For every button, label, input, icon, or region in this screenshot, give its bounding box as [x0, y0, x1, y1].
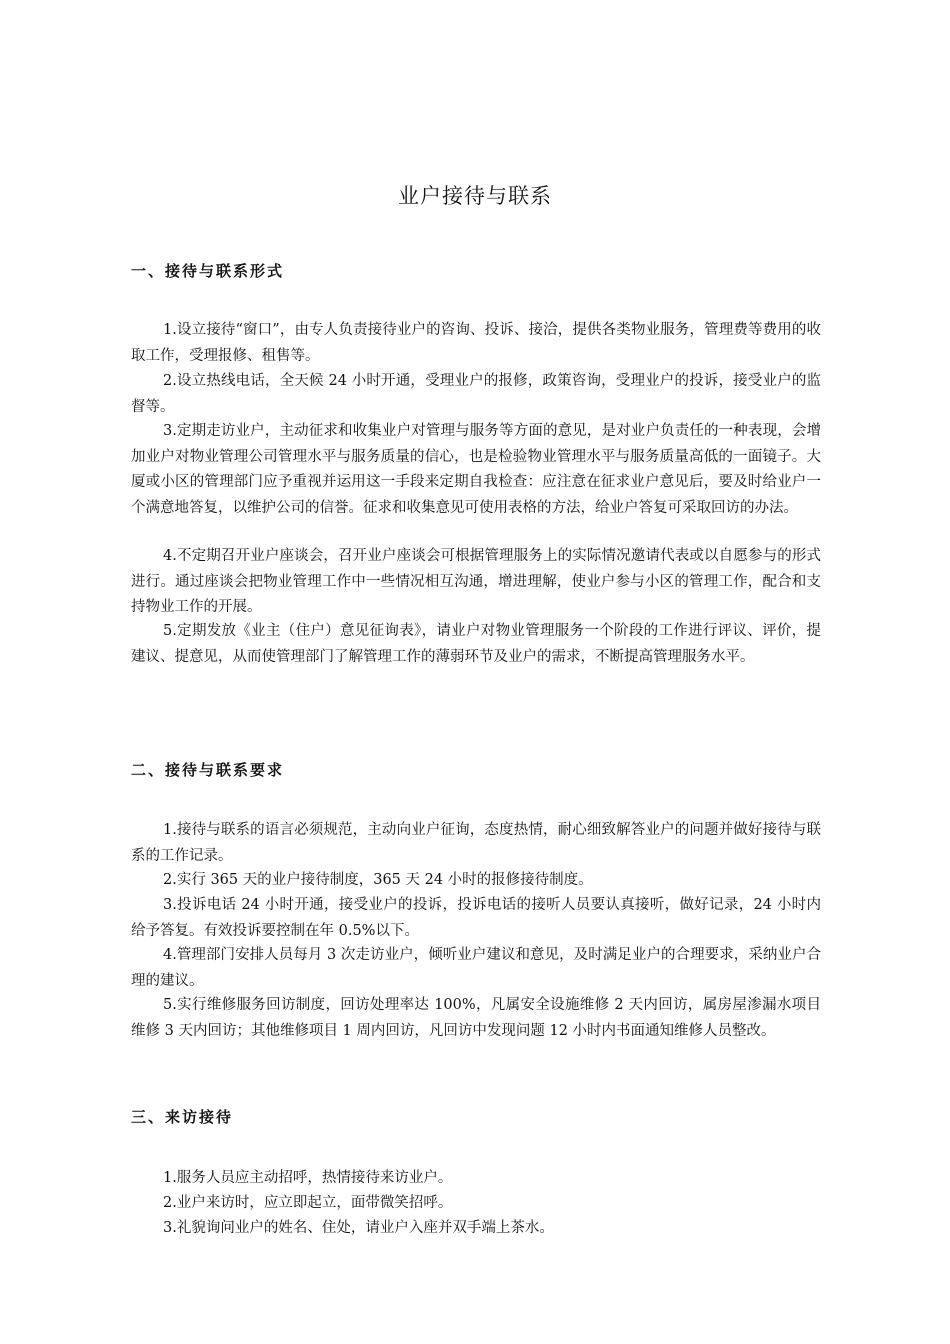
section-2-heading: 二、接待与联系要求: [131, 761, 285, 779]
section-1-paragraph-4: 4.不定期召开业户座谈会，召开业户座谈会可根据管理服务上的实际情况邀请代表或以自愿参与的形式进行。通过座谈会把物业管理工作中一些情况相互沟通，增进理解，使业户参与小区的管理工作，配合和支持物业工作的开展。: [131, 548, 821, 615]
section-2-paragraph-3: 3.投诉电话 24 小时开通，接受业户的投诉，投诉电话的接听人员要认真接听，做好记录，24 小时内给予答复。有效投诉要控制在年 0.5%以下。: [131, 897, 821, 939]
section-1-paragraph-1: 1.设立接待“窗口”，由专人负责接待业户的咨询、投诉、接洽，提供各类物业服务，管理费等费用的收取工作，受理报修、租售等。: [131, 322, 821, 364]
section-1-heading: 一、接待与联系形式: [131, 262, 285, 280]
section-3-paragraph-3: 3.礼貌询问业户的姓名、住处，请业户入座并双手端上茶水。: [163, 1220, 554, 1236]
section-3-paragraph-1: 1.服务人员应主动招呼，热情接待来访业户。: [163, 1170, 453, 1186]
section-1-paragraph-5: 5.定期发放《业主（住户）意见征询表》，请业户对物业管理服务一个阶段的工作进行评议、评价，提建议、提意见，从而使管理部门了解管理工作的薄弱环节及业户的需求，不断提高管理服务水平。: [131, 623, 821, 665]
section-2-paragraph-4: 4.管理部门安排人员每月 3 次走访业户，倾听业户建议和意见，及时满足业户的合理要求，采纳业户合理的建议。: [131, 947, 821, 989]
section-2-paragraph-1: 1.接待与联系的语言必须规范，主动向业户征询，态度热情，耐心细致解答业户的问题并做好接待与联系的工作记录。: [131, 822, 821, 864]
section-2-paragraph-5: 5.实行维修服务回访制度，回访处理率达 100%，凡属安全设施维修 2 天内回访，属房屋渗漏水项目维修 3 天内回访；其他维修项目 1 周内回访，凡回访中发现问题 12 小时内书面通知维修人员整改。: [131, 997, 821, 1039]
section-1-paragraph-2: 2.设立热线电话，全天候 24 小时开通，受理业户的报修，政策咨询，受理业户的投诉，接受业户的监督等。: [131, 373, 821, 415]
document-title: 业户接待与联系: [398, 184, 552, 208]
section-3-paragraph-2: 2.业户来访时，应立即起立，面带微笑招呼。: [163, 1195, 453, 1211]
section-3-heading: 三、来访接待: [131, 1108, 234, 1126]
section-2-paragraph-2: 2.实行 365 天的业户接待制度，365 天 24 小时的报修接待制度。: [163, 872, 593, 888]
section-1-paragraph-3: 3.定期走访业户，主动征求和收集业户对管理与服务等方面的意见，是对业户负责任的一种表现，会增加业户对物业管理公司管理水平与服务质量的信心，也是检验物业管理水平与服务质量高低的一面镜子。大厦或小区的管理部门应予重视并运用这一手段来定期自我检查：应注意在征求业户意见后，要及时给业户一个满意地答复，以维护公司的信誉。征求和收集意见可使用表格的方法，给业户答复可采取回访的办法。: [131, 423, 821, 516]
